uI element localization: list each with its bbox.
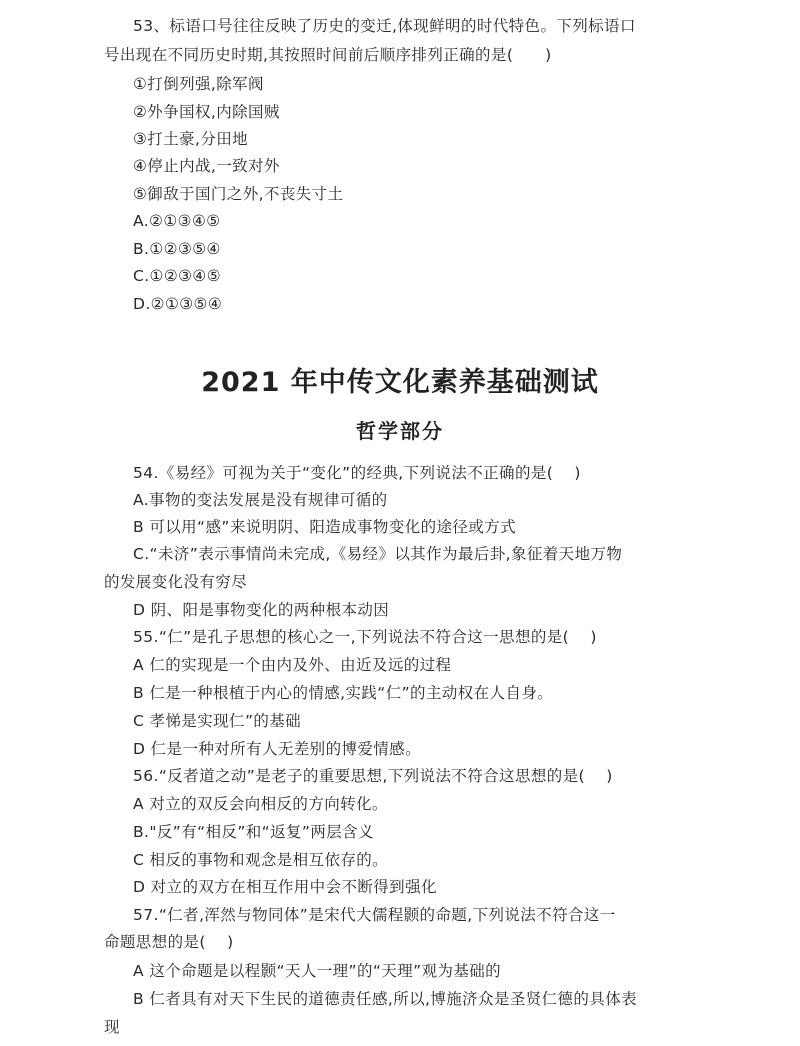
section-title: 2021 年中传文化素养基础测试	[201, 367, 599, 398]
q53-item-5: ⑤御敌于国门之外,不丧失寸土	[133, 185, 344, 203]
q53-option-b: B.①②③⑤④	[133, 240, 221, 258]
q54-option-c-line1: C.“未济”表示事情尚未完成,《易经》以其作为最后卦,象征着天地万物	[133, 545, 623, 563]
q55-option-b: B 仁是一种根植于内心的情感,实践“仁”的主动权在人自身。	[133, 684, 554, 702]
q53-option-d: D.②①③⑤④	[133, 295, 223, 313]
q55-option-a: A 仁的实现是一个由内及外、由近及远的过程	[133, 656, 452, 674]
section-subtitle: 哲学部分	[356, 419, 444, 443]
q53-item-4: ④停止内战,一致对外	[133, 157, 280, 175]
q54-option-a: A.事物的变法发展是没有规律可循的	[133, 491, 388, 509]
q53-stem-line2: 号出现在不同历史时期,其按照时间前后顺序排列正确的是( )	[104, 46, 552, 64]
q57-stem-line2: 命题思想的是( )	[104, 933, 234, 951]
q55-stem: 55.“仁”是孔子思想的核心之一,下列说法不符合这一思想的是( )	[133, 628, 597, 646]
q53-option-a: A.②①③④⑤	[133, 212, 221, 230]
q57-option-a: A 这个命题是以程颢“天人一理”的“天理”观为基础的	[133, 962, 502, 980]
q55-option-c: C 孝悌是实现仁”的基础	[133, 712, 302, 730]
q55-option-d: D 仁是一种对所有人无差别的博爱情感。	[133, 740, 421, 758]
q54-option-b: B 可以用“感”来说明阴、阳造成事物变化的途径或方式	[133, 518, 517, 536]
q56-option-d: D 对立的双方在相互作用中会不断得到强化	[133, 878, 437, 896]
q53-option-c: C.①②③④⑤	[133, 267, 222, 285]
q56-option-a: A 对立的双反会向相反的方向转化。	[133, 795, 388, 813]
q57-stem-line1: 57.“仁者,浑然与物同体”是宋代大儒程颢的命题,下列说法不符合这一	[133, 906, 616, 924]
q56-option-b: B."反”有“相反”和“返复”两层含义	[133, 823, 374, 841]
q53-item-1: ①打倒列强,除军阀	[133, 75, 264, 93]
q53-stem-line1: 53、标语口号往往反映了历史的变迁,体现鲜明的时代特色。下列标语口	[133, 17, 636, 35]
q57-option-b-line1: B 仁者具有对天下生民的道德责任感,所以,博施济众是圣贤仁德的具体表	[133, 990, 638, 1008]
q53-item-3: ③打土豪,分田地	[133, 130, 249, 148]
q54-option-c-line2: 的发展变化没有穷尽	[104, 573, 248, 591]
q57-option-b-line2: 现	[104, 1018, 120, 1036]
q54-stem: 54.《易经》可视为关于“变化”的经典,下列说法不正确的是( )	[133, 464, 581, 482]
q56-stem: 56.“反者道之动”是老子的重要思想,下列说法不符合这思想的是( )	[133, 767, 613, 785]
q53-item-2: ②外争国权,内除国贼	[133, 103, 280, 121]
q54-option-d: D 阴、阳是事物变化的两种根本动因	[133, 601, 390, 619]
q56-option-c: C 相反的事物和观念是相互依存的。	[133, 851, 389, 869]
